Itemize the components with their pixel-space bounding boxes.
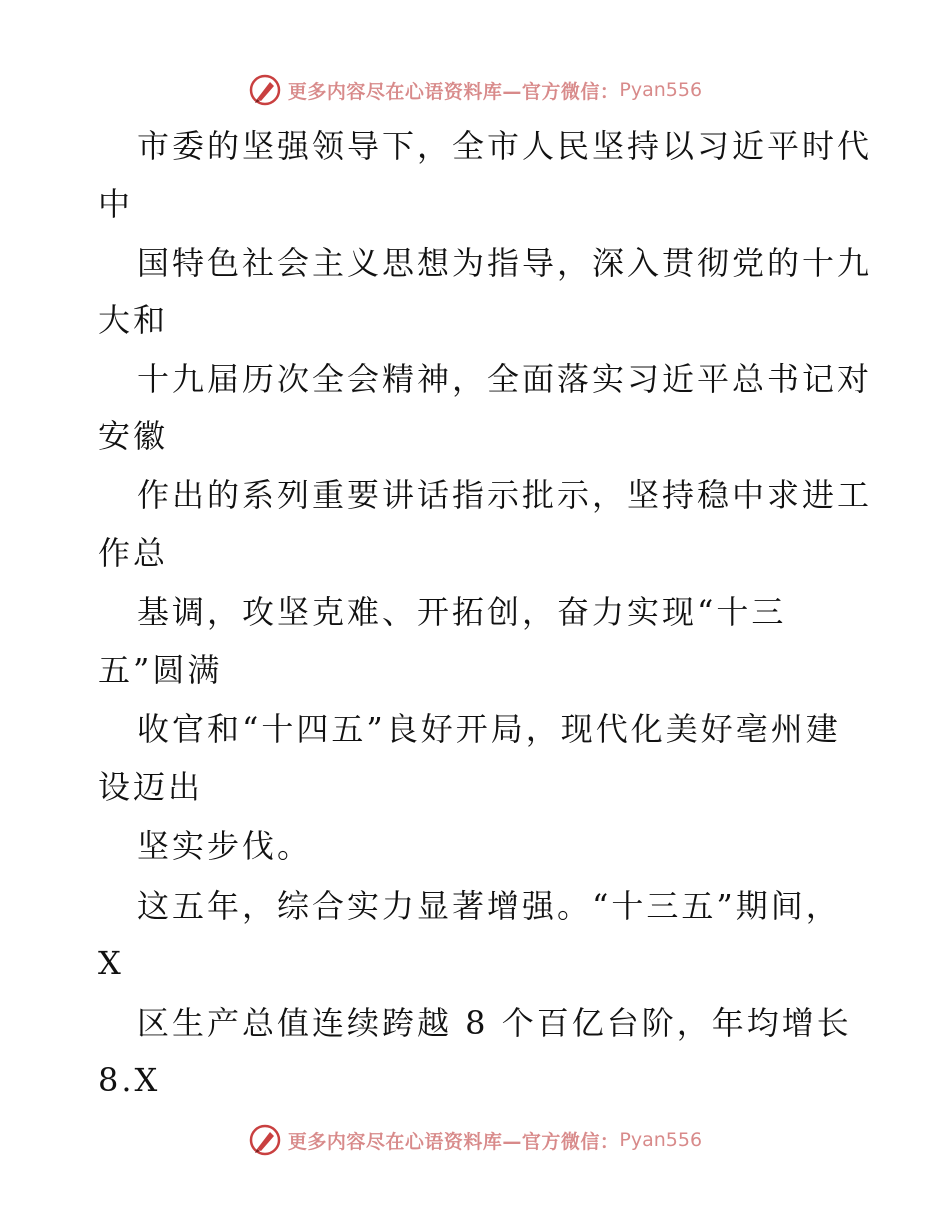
text-line: 中 [98, 185, 134, 223]
text-line: 作出的系列重要讲话指示批示，坚持稳中求进工 [137, 476, 873, 514]
text-line: 坚实步伐。 [137, 827, 313, 865]
text-line: 基调，攻坚克难、开拓创，奋力实现“十三 [137, 593, 787, 631]
banner-handle: Pyan556 [619, 1129, 703, 1151]
banner-text: 更多内容尽在心语资料库—官方微信： [287, 80, 620, 103]
pen-logo-icon [248, 73, 282, 107]
text-line: 8.X [98, 1061, 161, 1099]
text-line: 区生产总值连续跨越 8 个百亿台阶，年均增长 [137, 1004, 852, 1042]
text-line: 五”圆满 [98, 651, 223, 689]
text-line: 安徽 [98, 417, 169, 455]
text-line: 市委的坚强领导下，全市人民坚持以习近平时代 [137, 127, 873, 165]
banner-text: 更多内容尽在心语资料库—官方微信： [287, 1130, 620, 1153]
footer-banner [0, 1120, 950, 1160]
text-line: 收官和“十四五”良好开局，现代化美好亳州建 [137, 710, 841, 748]
text-line: 作总 [98, 534, 169, 572]
text-line: 十九届历次全会精神，全面落实习近平总书记对 [137, 360, 873, 398]
text-line: 设迈出 [98, 768, 204, 806]
text-line: 大和 [98, 301, 169, 339]
text-line: X [98, 944, 124, 982]
text-line: 这五年，综合实力显著增强。“十三五”期间， [137, 887, 841, 925]
header-banner [0, 70, 950, 110]
banner-handle: Pyan556 [619, 79, 703, 101]
text-line: 国特色社会主义思想为指导，深入贯彻党的十九 [137, 244, 873, 282]
pen-logo-icon [248, 1123, 282, 1157]
